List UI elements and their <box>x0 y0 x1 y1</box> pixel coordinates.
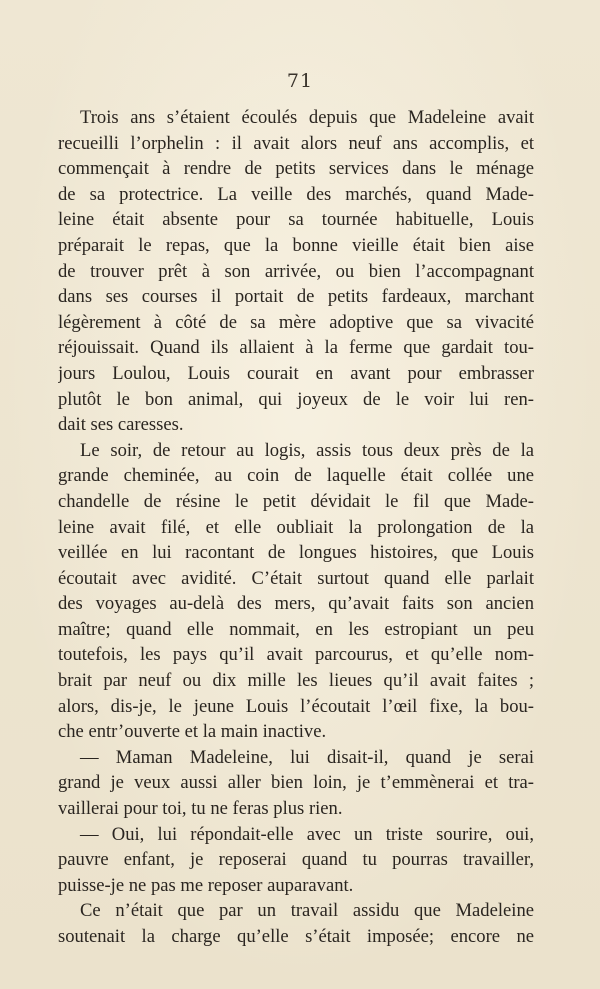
text-line: vaillerai pour toi, tu ne feras plus rien. <box>58 798 343 820</box>
text-line: — Oui, lui répondait-elle avec un triste sourire, oui, <box>80 823 534 845</box>
paragraph-5 <box>58 898 534 949</box>
body-text <box>58 105 534 950</box>
text-line: leine avait filé, et elle oubliait la prolongation de la <box>58 516 534 538</box>
text-line: brait par neuf ou dix mille les lieues qu’il avait faites ; <box>58 670 534 692</box>
text-line: maître; quand elle nommait, en les estropiant un peu <box>58 618 534 640</box>
text-line: de sa protectrice. La veille des marchés, quand Made- <box>58 183 534 205</box>
text-line: des voyages au-delà des mers, qu’avait faits son ancien <box>58 593 534 615</box>
text-line: dans ses courses il portait de petits fardeaux, marchant <box>58 286 534 308</box>
text-line: leine était absente pour sa tournée habituelle, Louis <box>58 209 534 231</box>
text-line: légèrement à côté de sa mère adoptive que sa vivacité <box>58 311 534 333</box>
paragraph-1 <box>58 105 534 438</box>
text-line: che entr’ouverte et la main inactive. <box>58 721 327 743</box>
text-line: veillée en lui racontant de longues histoires, que Louis <box>58 542 534 564</box>
text-line: toutefois, les pays qu’il avait parcourus, et qu’elle nom- <box>58 644 534 666</box>
text-line: soutenait la charge qu’elle s’était imposée; encore ne <box>58 926 534 947</box>
paragraph-2 <box>58 438 534 745</box>
text-line: puisse-je ne pas me reposer auparavant. <box>58 874 354 896</box>
paragraph-4 <box>58 822 534 899</box>
text-line: recueilli l’orphelin : il avait alors neuf ans accomplis, et <box>58 132 534 154</box>
text-line: Ce n’était que par un travail assidu que Madeleine <box>80 900 534 922</box>
text-line: préparait le repas, que la bonne vieille était bien aise <box>58 234 534 256</box>
text-line: — Maman Madeleine, lui disait-il, quand je serai <box>80 746 534 768</box>
text-line: réjouissait. Quand ils allaient à la ferme que gardait tou- <box>58 337 534 359</box>
text-line: plutôt le bon animal, qui joyeux de le voir lui ren- <box>58 388 534 410</box>
text-line: jours Loulou, Louis courait en avant pour embrasser <box>58 362 534 384</box>
text-line: écoutait avec avidité. C’était surtout quand elle parlait <box>58 567 534 589</box>
text-line: pauvre enfant, je reposerai quand tu pourras travailler, <box>58 849 534 871</box>
text-line: grande cheminée, au coin de laquelle était collée une <box>58 465 534 487</box>
text-line: de trouver prêt à son arrivée, ou bien l’accompagnant <box>58 260 534 282</box>
text-line: grand je veux aussi aller bien loin, je t’emmènerai et tra- <box>58 772 534 794</box>
text-line: dait ses caresses. <box>58 414 184 436</box>
paragraph-3 <box>58 745 534 822</box>
text-line: Trois ans s’étaient écoulés depuis que Madeleine avait <box>80 107 534 128</box>
text-line: chandelle de résine le petit dévidait le fil que Made- <box>58 490 534 512</box>
text-line: alors, dis-je, le jeune Louis l’écoutait l’œil fixe, la bou- <box>58 695 534 717</box>
page-number: 71 <box>286 70 314 92</box>
text-line: Le soir, de retour au logis, assis tous deux près de la <box>80 439 534 461</box>
text-line: commençait à rendre de petits services dans le ménage <box>58 158 534 180</box>
